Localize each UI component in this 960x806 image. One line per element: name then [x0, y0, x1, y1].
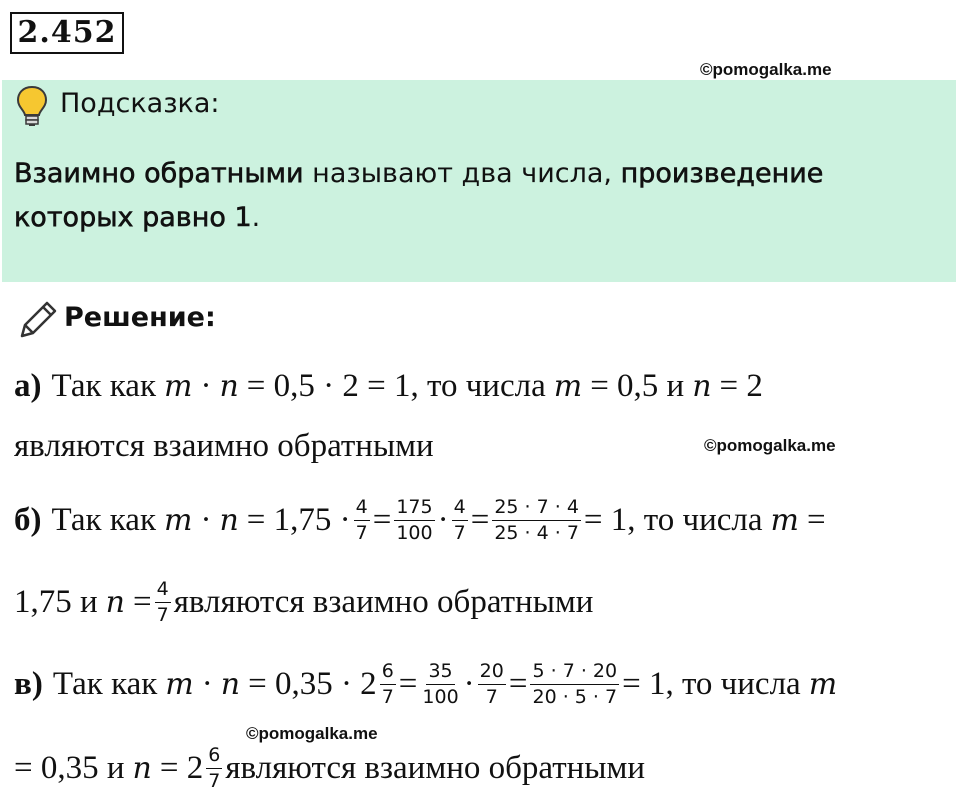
fraction: $\frac{6}{7}$: [208, 743, 221, 792]
fraction: $\frac{6}{7}$: [381, 659, 394, 708]
text: = 0,5 и: [590, 367, 685, 404]
var-m: m: [163, 368, 193, 404]
watermark: ©pomogalka.me: [246, 724, 378, 743]
dot: ·: [200, 501, 212, 538]
var-m: m: [770, 502, 799, 538]
pencil-icon: [16, 298, 60, 342]
dot: ·: [200, 367, 212, 404]
fraction: $\frac{4}{7}$: [355, 495, 368, 544]
fraction: $\frac{5 \cdot 7 \cdot 20}{20 \cdot 5 \cdot 7}$: [532, 659, 618, 708]
fraction: $\frac{4}{7}$: [453, 495, 466, 544]
eq: =: [470, 501, 490, 538]
text: = 2: [719, 367, 763, 404]
text: 1,75 и: [14, 583, 98, 620]
var-n: n: [220, 666, 241, 702]
text: Так как: [51, 501, 156, 538]
fraction: $\frac{175}{100}$: [396, 495, 433, 544]
text: = 1,75 ·: [246, 501, 351, 538]
var-n: n: [105, 584, 125, 620]
fraction: $\frac{4}{7}$: [156, 577, 169, 626]
watermark: ©pomogalka.me: [704, 436, 836, 455]
label-b: б): [14, 501, 42, 538]
label-a: а): [14, 367, 42, 404]
solution-b-line-2: [14, 576, 593, 628]
var-n: n: [692, 368, 712, 404]
solution-b-line-1: [14, 494, 826, 546]
var-n: n: [219, 368, 239, 404]
hint-plain-1: называют два числа,: [303, 158, 621, 189]
solution-a-line-1: [14, 364, 763, 408]
var-m: m: [808, 666, 838, 702]
text: являются взаимно обратными: [173, 583, 594, 620]
hint-bold-1: Взаимно обратными: [14, 158, 304, 189]
fraction: $\frac{20}{7}$: [479, 659, 504, 708]
dot: ·: [437, 501, 449, 538]
dot: ·: [201, 665, 213, 702]
text: = 1, то числа: [583, 501, 763, 538]
var-m: m: [163, 502, 193, 538]
text: = 0,35 · 2: [248, 665, 377, 702]
hint-bold-2: произведение: [620, 158, 824, 189]
text: Так как: [51, 367, 156, 404]
var-n: n: [219, 502, 239, 538]
fraction: $\frac{25 \cdot 7 \cdot 4}{25 \cdot 4 \cdot 7}$: [494, 495, 579, 544]
eq: =: [133, 583, 152, 620]
label-c: в): [14, 665, 43, 702]
eq: =: [372, 501, 392, 538]
hint-bold-3: которых равно 1: [14, 202, 252, 233]
solution-title: Решение:: [64, 302, 216, 333]
hint-title: Подсказка:: [60, 88, 220, 119]
dot: ·: [463, 665, 475, 702]
watermark: ©pomogalka.me: [700, 60, 832, 79]
text: Так как: [52, 665, 158, 702]
eq: =: [398, 665, 418, 702]
lightbulb-icon: [14, 84, 50, 128]
var-n: n: [132, 750, 152, 786]
solution-c-line-1: [14, 658, 837, 710]
eq: =: [807, 501, 826, 538]
var-m: m: [553, 368, 583, 404]
text: являются взаимно обратными: [225, 749, 646, 786]
text: = 1, то числа: [622, 665, 801, 702]
text: = 0,5 · 2 = 1, то числа: [246, 367, 546, 404]
var-m: m: [165, 666, 194, 702]
hint-end: .: [251, 202, 261, 233]
solution-c-line-2: [14, 742, 645, 794]
text: = 0,35 и: [14, 749, 125, 786]
fraction: $\frac{35}{100}$: [422, 659, 459, 708]
text: являются взаимно обратными: [14, 427, 434, 464]
problem-number: 2.452: [10, 12, 124, 54]
solution-a-line-2: [14, 424, 434, 468]
hint-text: [14, 152, 914, 240]
text: = 2: [159, 749, 204, 786]
eq: =: [508, 665, 528, 702]
